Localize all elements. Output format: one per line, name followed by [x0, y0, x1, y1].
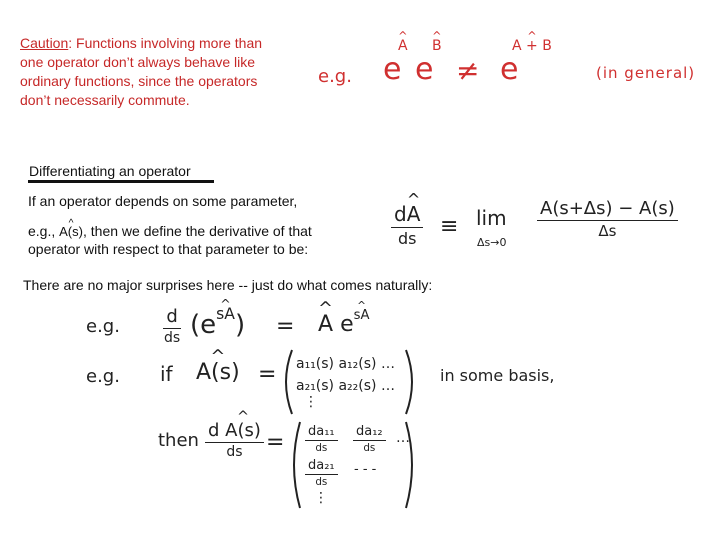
- ex3-a12: $\frac{\text{da₁₂}}{ds}$: [350, 424, 389, 454]
- derivative-lhs: $\frac{d\^{} A}{ds}$: [388, 202, 426, 248]
- caution-paragraph: [20, 34, 320, 110]
- red-exp-a: ^ A: [398, 38, 408, 54]
- red-neq: ≠: [456, 54, 480, 87]
- ex1-derivative: $\frac{d}{ds}$: [164, 306, 181, 346]
- ex2-matrix-row-2: a₂₁(s) a₂₂(s) …: [296, 378, 395, 394]
- diff-line-2: e.g., ^ A(s), then we define the derivative of that: [28, 222, 312, 241]
- diff-line-1: If an operator depends on some parameter,: [28, 193, 298, 209]
- derivative-lim: lim: [476, 206, 507, 230]
- caution-line-3: ordinary functions, since the operators: [20, 73, 258, 89]
- diff-line-2-operator: ^ A(s): [59, 222, 83, 241]
- ex2-matrix-row-3: ⋮: [304, 394, 318, 410]
- ex3-row2-dash: - - -: [354, 462, 377, 477]
- ex2-matrix-row-1: a₁₁(s) a₁₂(s) …: [296, 356, 395, 372]
- ex2-if: if: [160, 362, 173, 386]
- ex3-eq: =: [266, 430, 285, 455]
- ex3-vdots: ⋮: [314, 490, 328, 506]
- no-surprises-text: There are no major surprises here -- just do what comes naturally:: [23, 277, 433, 293]
- caution-line-2: one operator don’t always behave like: [20, 54, 256, 70]
- ex3-then: then: [158, 430, 199, 451]
- ex2-eg: e.g.: [86, 366, 120, 387]
- red-e1: e: [383, 52, 402, 87]
- ex1-eg: e.g.: [86, 316, 120, 337]
- ex2-note: in some basis,: [440, 366, 555, 385]
- red-eg: e.g.: [318, 66, 352, 87]
- derivative-equiv: ≡: [440, 214, 459, 239]
- diff-line-3: operator with respect to that parameter to be:: [28, 241, 309, 257]
- ex3-row1-dots: …: [396, 430, 410, 446]
- red-exp-b: ^ B: [432, 38, 442, 54]
- derivative-rhs: $\frac{A(s+\Delta s) - A(s)}{\Delta s}$: [534, 198, 681, 240]
- ex1-rhs: ^ A e^ $^{sA}$: [318, 312, 370, 337]
- ex1-eq: =: [276, 314, 295, 339]
- derivative-lim-sub: Δs→0: [477, 236, 507, 249]
- ex3-a21: $\frac{\text{da₂₁}}{ds}$: [302, 458, 341, 488]
- ex3-a11: $\frac{\text{da₁₁}}{ds}$: [302, 424, 341, 454]
- ex2-operator: ^ A(s): [196, 360, 240, 385]
- ex1-lhs: (e^ $^{sA}$): [190, 310, 245, 340]
- caution-line-1: : Functions involving more than: [68, 35, 263, 51]
- caution-line-4: don’t necessarily commute.: [20, 92, 190, 108]
- red-exp-ab: ^ A + B: [512, 38, 552, 54]
- ex2-eq: =: [258, 362, 277, 387]
- red-e2: e: [415, 52, 434, 87]
- red-e3: e: [500, 52, 519, 87]
- ex3-derivative: $\frac{d \^{} A(s)}{ds}$: [202, 420, 267, 460]
- section-heading: Differentiating an operator: [29, 163, 191, 179]
- red-in-general: (in general): [596, 64, 696, 82]
- caution-label: Caution: [20, 35, 69, 51]
